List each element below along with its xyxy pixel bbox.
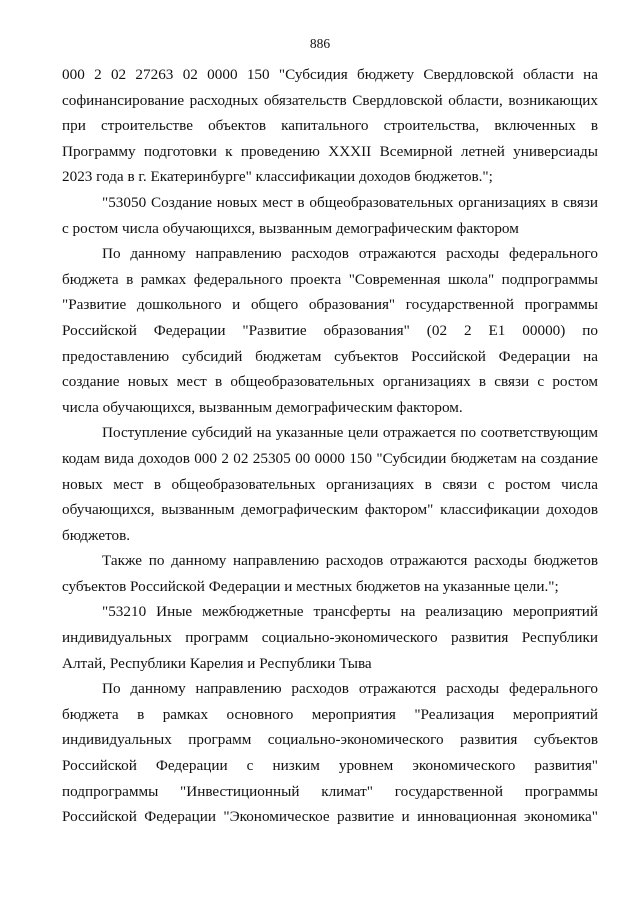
paragraph-53050-regional-expenses: Также по данному направлению расходов отражаются расходы бюджетов субъектов Российской Федерации и местных бюджетов на указанные цели.";: [62, 552, 598, 595]
paragraph-income-code-27263: 000 2 02 27263 02 0000 150 "Субсидия бюджету Свердловской области на софинансирование расходных обязательств Свердловской области, возникающих при строительстве объектов капитального строительства, включенных в Программу подготовки к проведению XXXII Всемирной летней универсиады 2023 года в г. Екатеринбурге" классификации доходов бюджетов.";: [62, 66, 598, 186]
paragraph-heading-53210: "53210 Иные межбюджетные трансферты на реализацию мероприятий индивидуальных программ социально-экономического развития Республики Алтай, Республики Карелия и Республики Тыва: [62, 603, 598, 672]
page-number: 886: [309, 36, 331, 51]
paragraph-heading-53050: "53050 Создание новых мест в общеобразовательных организациях в связи с ростом числа обучающихся, вызванным демографическим фактором: [62, 193, 598, 237]
paragraph-53050-subsidy-receipt: Поступление субсидий на указанные цели отражается по соответствующим кодам вида доходов 000 2 02 25305 00 0000 150 "Субсидии бюджетам на создание новых мест в общеобразовательных организациях в связи с ростом числа обучающихся, вызванным демографическим фактором" классификации доходов бюджетов.: [62, 424, 598, 544]
paragraph-53050-description: По данному направлению расходов отражаются расходы федерального бюджета в рамках федерального проекта "Современная школа" подпрограммы "Развитие дошкольного и общего образования" государственной программы Российской Федерации "Развитие образования" (02 2 Е1 00000) по предоставлению субсидий бюджетам субъектов Российской Федерации на создание новых мест в общеобразовательных организациях в связи с ростом числа обучающихся, вызванным демографическим фактором.: [62, 245, 598, 416]
paragraph-53210-description: По данному направлению расходов отражаются расходы федерального бюджета в рамках основного мероприятия "Реализация мероприятий индивидуальных программ социально-экономического развития субъектов Российской Федерации с низким уровнем экономического развития" подпрограммы "Инвестиционный климат" государственной программы Российской Федерации "Экономическое развитие и инновационная экономика": [62, 680, 598, 826]
document-body: [62, 62, 598, 830]
